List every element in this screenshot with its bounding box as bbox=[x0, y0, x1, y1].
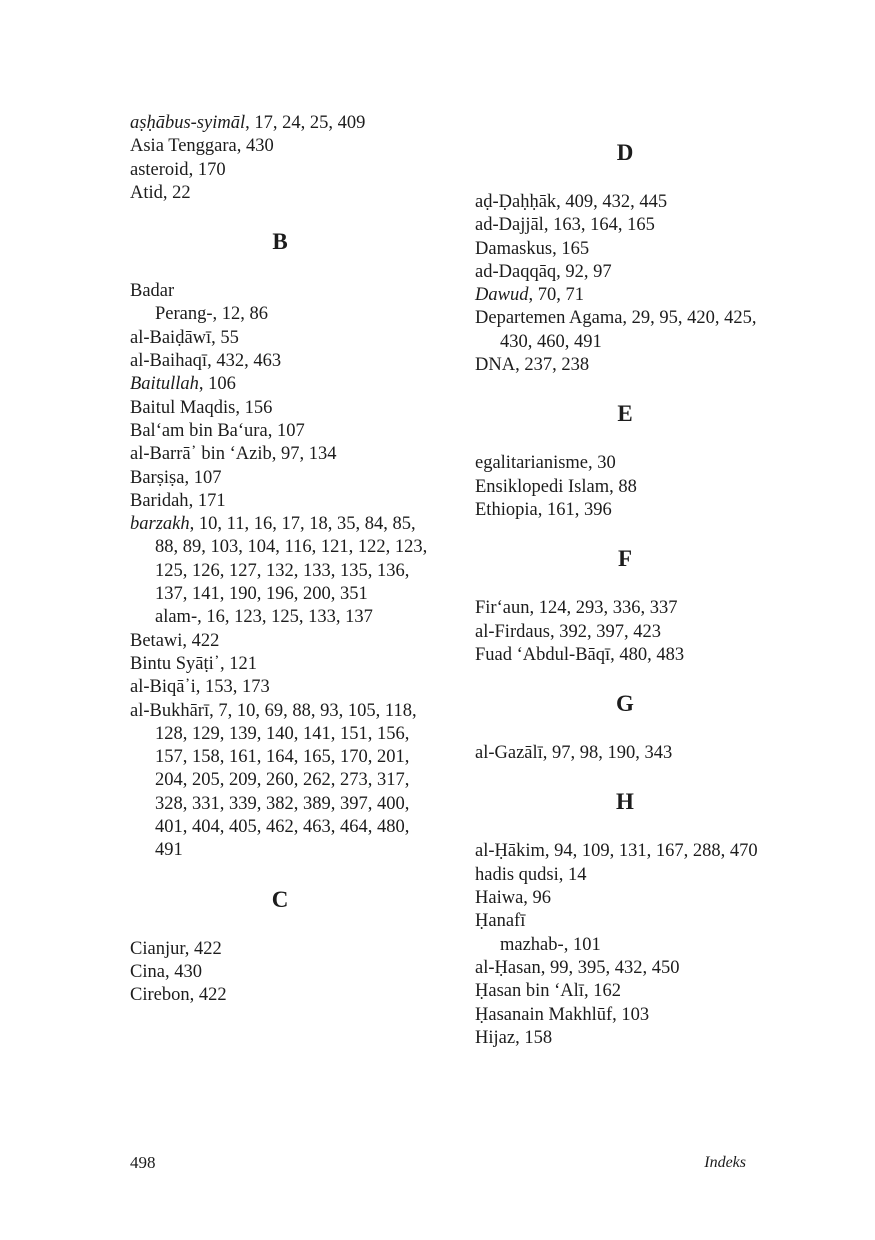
index-page-refs: , 10, 11, 16, 17, 18, 35, 84, 85, 88, 89, 103, 104, 116, 121, 122, 123, 125, 126, 127, 132, 133, 135, 136, 137, 141, 190, 196, 200, 351 bbox=[155, 514, 428, 605]
index-term: al-Ḥākim bbox=[475, 841, 545, 862]
index-term: asteroid bbox=[130, 159, 189, 180]
index-page-refs: , 97, 98, 190, 343 bbox=[542, 743, 673, 764]
index-page-refs: , 392, 397, 423 bbox=[550, 621, 662, 642]
index-entry bbox=[130, 159, 430, 182]
index-page-refs: , 161, 396 bbox=[537, 499, 612, 520]
index-page-refs: , 156 bbox=[235, 397, 273, 418]
index-page-refs: , 96 bbox=[523, 888, 552, 909]
index-entry bbox=[475, 214, 775, 237]
index-term: aḍ-Ḍaḥḥāk bbox=[475, 192, 557, 212]
index-term: Barṣiṣa bbox=[130, 467, 185, 488]
index-term: ad-Daqqāq bbox=[475, 261, 557, 282]
index-page-refs: , 171 bbox=[188, 490, 226, 511]
index-term: Hijaz bbox=[475, 1027, 516, 1048]
index-page-refs: , 153, 173 bbox=[195, 677, 270, 698]
index-subentry bbox=[475, 934, 775, 957]
index-page-refs: , 432, 463 bbox=[207, 351, 282, 372]
index-entry bbox=[130, 280, 430, 303]
index-page-refs: , 97, 134 bbox=[271, 444, 337, 465]
index-entry bbox=[130, 182, 430, 205]
index-page-refs: , 430 bbox=[236, 136, 274, 157]
index-term: aṣḥābus-syimāl bbox=[130, 113, 246, 133]
index-term: Departemen Agama bbox=[475, 308, 623, 329]
index-page-refs: , 430 bbox=[164, 961, 202, 982]
index-entry bbox=[475, 957, 775, 980]
index-page-refs: , 480, 483 bbox=[610, 644, 685, 665]
index-page-refs: , 158 bbox=[515, 1027, 553, 1048]
index-term: barzakh bbox=[130, 514, 190, 535]
index-letter-heading: G bbox=[616, 691, 634, 717]
index-term: Fuad ‘Abdul-Bāqī bbox=[475, 644, 611, 665]
index-term: Damaskus bbox=[475, 238, 553, 259]
index-term: al-Barrā᾽ bin ‘Azib bbox=[130, 444, 272, 465]
index-term: Cianjur bbox=[130, 938, 185, 959]
index-entry bbox=[475, 191, 775, 214]
index-term: Asia Tenggara bbox=[130, 136, 237, 157]
index-entry bbox=[130, 938, 430, 961]
index-entry bbox=[475, 597, 775, 620]
index-entry bbox=[130, 653, 430, 676]
index-page-refs: , 163, 164, 165 bbox=[543, 215, 655, 236]
index-term: egalitarianisme bbox=[475, 453, 589, 474]
index-page-refs: , 92, 97 bbox=[556, 261, 612, 282]
index-term: Perang- bbox=[155, 304, 213, 325]
index-entry bbox=[130, 420, 430, 443]
index-term: Betawi bbox=[130, 630, 183, 651]
index-entry bbox=[130, 397, 430, 420]
index-term: Bal‘am bin Ba‘ura bbox=[130, 420, 268, 441]
index-term: alam- bbox=[155, 607, 198, 628]
index-page-refs: , 422 bbox=[189, 985, 227, 1006]
index-term: Baitul Maqdis bbox=[130, 397, 236, 418]
section-label: Indeks bbox=[704, 1154, 746, 1171]
page-number: 498 bbox=[130, 1153, 156, 1172]
index-entry bbox=[475, 1004, 775, 1027]
index-page-refs: , 22 bbox=[162, 182, 191, 203]
index-entry bbox=[130, 961, 430, 984]
index-entry bbox=[475, 742, 775, 765]
index-entry bbox=[130, 984, 430, 1007]
index-letter-heading: D bbox=[616, 140, 634, 165]
index-entry bbox=[475, 354, 775, 377]
index-entry bbox=[475, 261, 775, 284]
index-term: Ethiopia bbox=[475, 499, 538, 520]
index-term: Baridah bbox=[130, 490, 189, 511]
index-term: Cina bbox=[130, 961, 165, 982]
index-entry bbox=[130, 135, 430, 158]
index-term: Cirebon bbox=[130, 985, 190, 1006]
index-column-left bbox=[130, 112, 430, 1008]
index-page-refs: , 16, 123, 125, 133, 137 bbox=[197, 607, 373, 628]
index-entry bbox=[475, 238, 775, 261]
index-term: Ḥasan bin ‘Alī bbox=[475, 981, 584, 1002]
index-term: hadis qudsi bbox=[475, 864, 559, 885]
index-page-refs: , 99, 395, 432, 450 bbox=[540, 957, 680, 978]
index-term: Ḥanafī bbox=[475, 911, 526, 932]
index-page-refs: , 422 bbox=[182, 630, 220, 651]
index-page-refs: , 106 bbox=[198, 374, 236, 395]
index-term: al-Ḥasan bbox=[475, 957, 541, 978]
index-page-refs: , 14 bbox=[558, 864, 587, 885]
index-entry bbox=[475, 476, 775, 499]
index-term: Ḥasanain Makhlūf bbox=[475, 1004, 613, 1025]
index-entry bbox=[130, 112, 430, 135]
index-entry bbox=[475, 887, 775, 910]
index-entry bbox=[130, 490, 430, 513]
index-letter-heading: B bbox=[272, 229, 288, 255]
index-entry bbox=[475, 1027, 775, 1050]
index-page-refs: , 103 bbox=[612, 1004, 650, 1025]
index-page-refs: , 30 bbox=[588, 453, 616, 474]
index-term: al-Baihaqī bbox=[130, 351, 208, 372]
index-entry bbox=[130, 350, 430, 373]
index-term: Ensiklopedi Islam bbox=[475, 476, 610, 497]
index-page-refs: , 17, 24, 25, 409 bbox=[245, 113, 366, 133]
index-term: Fir‘aun bbox=[475, 598, 530, 619]
index-entry bbox=[130, 373, 430, 396]
index-page-refs: , 165 bbox=[552, 238, 590, 259]
index-letter-heading: C bbox=[271, 886, 289, 912]
index-term: al-Baiḍāwī bbox=[130, 327, 212, 348]
index-entry bbox=[475, 452, 775, 475]
index-term: al-Gazālī bbox=[475, 743, 543, 764]
index-page-refs: , 107 bbox=[184, 467, 222, 488]
index-page-refs: , 29, 95, 420, 425, 430, 460, 491 bbox=[500, 308, 757, 352]
index-page-refs: , 88 bbox=[609, 476, 637, 497]
index-term: Bintu Syāṭi᾽ bbox=[130, 653, 220, 674]
index-letter-heading: E bbox=[617, 401, 633, 427]
index-term: al-Biqā᾽i bbox=[130, 677, 196, 698]
index-page-refs: , 107 bbox=[267, 420, 305, 441]
index-subentry bbox=[130, 606, 430, 629]
index-entry bbox=[130, 676, 430, 699]
index-page-refs: , 7, 10, 69, 88, 93, 105, 118, 128, 129, 139, 140, 141, 151, 156, 157, 158, 161, 164, 165, 170, 201, 204, 205, 209, 260, 262, 273, 317, 328, 331, 339, 382, 389, 397, 400, 401, 404, 405, 462, 463, 464, 480, 491 bbox=[155, 700, 417, 861]
index-page-refs: , 422 bbox=[184, 938, 222, 959]
index-page-refs: , 12, 86 bbox=[212, 304, 269, 325]
index-term: al-Firdaus bbox=[475, 621, 551, 642]
index-page-refs: , 162 bbox=[583, 981, 621, 1002]
index-entry bbox=[130, 700, 430, 863]
index-term: Dawud bbox=[475, 285, 529, 306]
index-page-refs: , 121 bbox=[219, 653, 257, 674]
index-letter-heading: H bbox=[616, 789, 634, 815]
index-term: Haiwa bbox=[475, 888, 524, 909]
index-page-refs: , 55 bbox=[211, 327, 239, 348]
index-page-refs: , 101 bbox=[563, 934, 601, 955]
index-entry bbox=[475, 307, 775, 354]
index-entry bbox=[475, 910, 775, 933]
index-term: al-Bukhārī bbox=[130, 700, 210, 721]
index-entry bbox=[475, 644, 775, 667]
index-term: DNA bbox=[475, 355, 516, 376]
index-subentry bbox=[130, 303, 430, 326]
index-page-refs: , 409, 432, 445 bbox=[556, 192, 668, 212]
index-term: Badar bbox=[130, 281, 175, 302]
index-entry bbox=[130, 327, 430, 350]
index-entry bbox=[475, 840, 775, 863]
index-entry bbox=[475, 284, 775, 307]
index-page-refs: , 124, 293, 336, 337 bbox=[529, 598, 678, 619]
index-entry bbox=[475, 864, 775, 887]
index-column-right bbox=[475, 112, 775, 1050]
index-entry bbox=[475, 499, 775, 522]
index-entry bbox=[130, 443, 430, 466]
index-term: ad-Dajjāl bbox=[475, 215, 544, 236]
index-page-refs: , 237, 238 bbox=[515, 355, 590, 376]
index-entry bbox=[130, 467, 430, 490]
index-term: mazhab- bbox=[500, 934, 564, 955]
index-entry bbox=[130, 630, 430, 653]
index-entry bbox=[475, 621, 775, 644]
index-letter-heading: F bbox=[617, 546, 633, 572]
index-term: Baitullah bbox=[130, 374, 199, 395]
index-entry bbox=[130, 513, 430, 606]
index-page-refs: , 170 bbox=[188, 159, 226, 180]
index-page-refs: , 94, 109, 131, 167, 288, 470 bbox=[544, 841, 758, 862]
index-page-refs: , 70, 71 bbox=[528, 285, 584, 306]
index-term: Atid bbox=[130, 182, 163, 203]
index-entry bbox=[475, 980, 775, 1003]
